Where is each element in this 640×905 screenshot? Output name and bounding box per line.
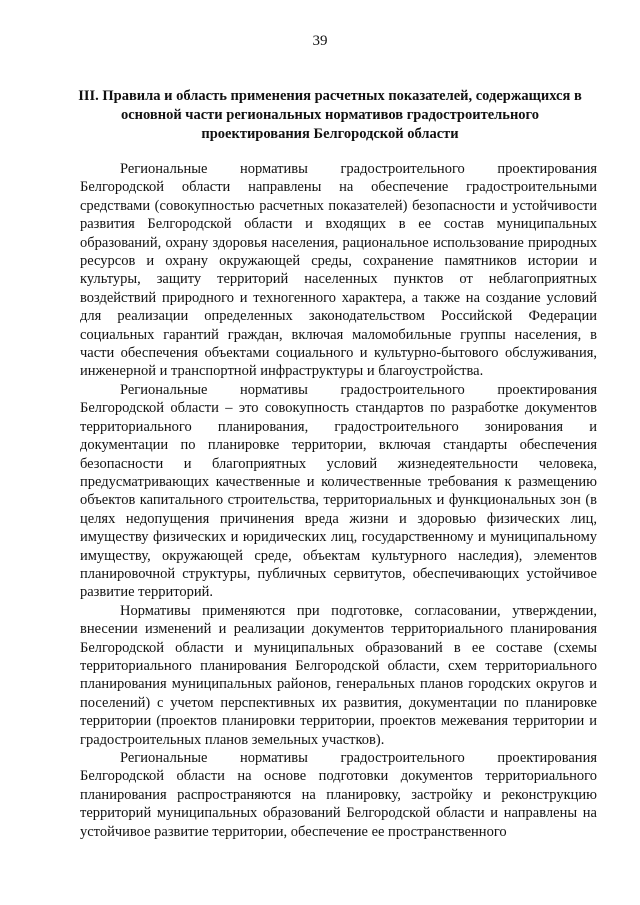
paragraph-2: Региональные нормативы градостроительного проектирования Белгородской области – это совокупность стандартов по разработке документов территориального планирования, градостроительного зонирования и документации по планировке территории, включая стандарты обеспечения безопасности и благоприятных условий жизнедеятельности человека, предусматривающих качественные и количественные требования к размещению объектов капитального строительства, территориальных и функциональных зон (в целях недопущения причинения вреда жизни и здоровью физических лиц, имуществу физических и юридических лиц, государственному и муниципальному имуществу, окружающей среде, объектам культурного наследия), элементов планировочной структуры, публичных сервитутов, обеспечивающих устойчивое развитие территорий.	[80, 381, 597, 601]
page-number: 39	[312, 33, 328, 49]
body-text	[80, 160, 597, 841]
paragraph-3: Нормативы применяются при подготовке, согласовании, утверждении, внесении изменений и реализации документов территориального планирования Белгородской области и муниципальных образований в ее составе (схемы территориального планирования Белгородской области, схем территориального планирования муниципальных районов, генеральных планов городских округов и поселений) с учетом перспективных их развития, документации по планировке территории (проектов планировки территории, проектов межевания территории и градостроительных планов земельных участков).	[80, 602, 597, 748]
paragraph-4: Региональные нормативы градостроительного проектирования Белгородской области на основе подготовки документов территориального планирования распространяются на планировку, застройку и реконструкцию территорий муниципальных образований Белгородской области и направлены на устойчивое развитие территории, обеспечение ее пространственного	[80, 750, 597, 840]
section-heading: III. Правила и область применения расчетных показателей, содержащихся в основной части региональных нормативов градостроительного проектирования Белгородской области	[78, 88, 582, 142]
paragraph-1: Региональные нормативы градостроительного проектирования Белгородской области направлены на обеспечение градостроительными средствами (совокупностью расчетных показателей) безопасности и устойчивости развития Белгородской области и входящих в ее состав муниципальных образований, охрану здоровья населения, рациональное использование природных ресурсов и охрану окружающей среды, сохранение памятников истории и культуры, защиту территорий населенных пунктов от неблагоприятных воздействий природного и техногенного характера, а также на создание условий для реализации определенных законодательством Российской Федерации социальных гарантий граждан, включая маломобильные группы населения, в части обеспечения объектами социального и культурно-бытового обслуживания, инженерной и транспортной инфраструктуры и благоустройства.	[80, 161, 597, 380]
